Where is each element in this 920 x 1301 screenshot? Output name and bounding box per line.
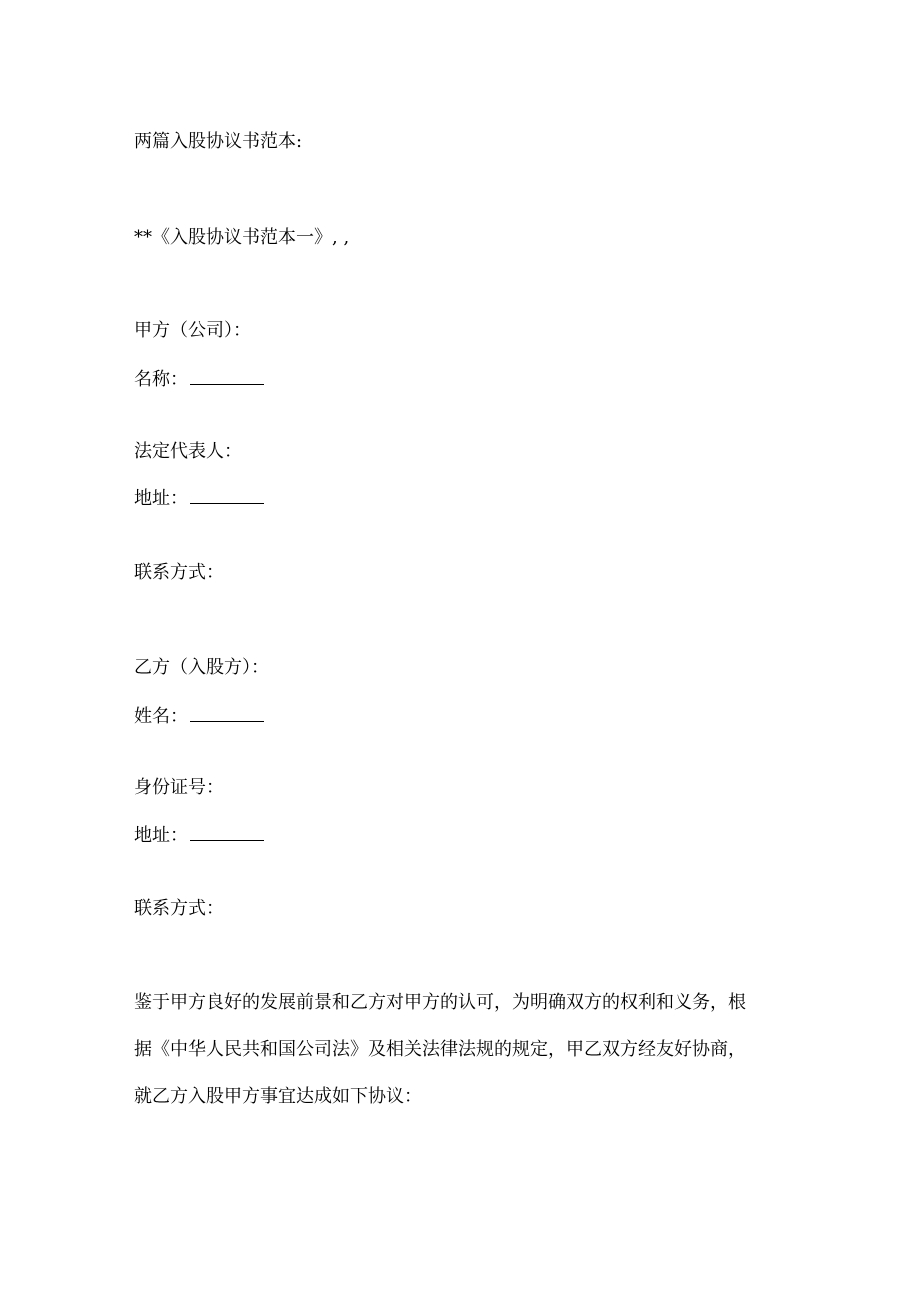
party-b-contact-label: 联系方式： [134,898,224,919]
party-b-name-row [134,705,264,729]
party-a-name-label: 名称： [134,369,188,390]
party-b-address-label: 地址： [134,825,188,846]
party-b-address-row [134,824,264,848]
document-heading: 两篇入股协议书范本: [134,131,303,152]
party-a-representative-label: 法定代表人： [134,441,242,462]
party-a-address-row [134,487,264,511]
party-a-contact-label: 联系方式： [134,562,224,583]
party-a-title: 甲方（公司）： [134,320,251,341]
party-b-title: 乙方（入股方）： [134,657,269,678]
party-a-address-label: 地址： [134,488,188,509]
party-a-address-blank [190,487,264,504]
document-subheading: **《入股协议书范本一》, , [134,227,350,248]
party-a-name-blank [190,368,264,385]
preamble-line: 据《中华人民共和国公司法》及相关法律法规的规定，甲乙双方经友好协商， [134,1039,746,1060]
party-a-name-row [134,368,264,392]
party-b-name-blank [190,705,264,722]
party-b-id-label: 身份证号： [134,777,224,798]
party-b-name-label: 姓名： [134,706,188,727]
party-b-address-blank [190,824,264,841]
preamble-line: 就乙方入股甲方事宜达成如下协议： [134,1086,422,1107]
preamble-line: 鉴于甲方良好的发展前景和乙方对甲方的认可，为明确双方的权利和义务，根 [134,992,746,1013]
